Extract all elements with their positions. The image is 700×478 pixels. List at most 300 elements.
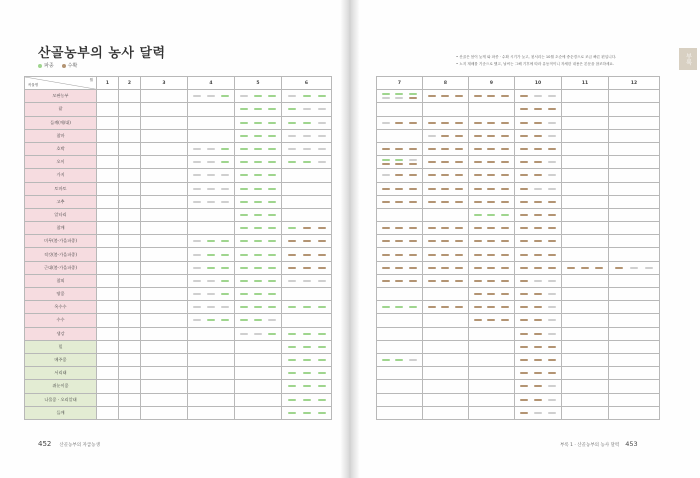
schedule-bars xyxy=(379,196,420,208)
harvest-mark xyxy=(409,240,417,242)
harvest-mark xyxy=(501,174,509,176)
harvest-mark xyxy=(382,227,390,229)
month-cell xyxy=(119,195,141,208)
schedule-bars xyxy=(517,394,559,406)
month-cell xyxy=(609,195,660,208)
harvest-mark xyxy=(455,280,463,282)
month-cell xyxy=(469,261,515,274)
harvest-mark xyxy=(520,188,528,190)
growing-mark xyxy=(207,161,215,163)
month-cell xyxy=(97,367,119,380)
harvest-mark xyxy=(382,280,390,282)
sowing-mark xyxy=(474,214,482,216)
month-cell xyxy=(423,116,469,129)
harvest-mark xyxy=(395,174,403,176)
sowing-mark xyxy=(318,306,326,308)
growing-mark xyxy=(207,174,215,176)
harvest-mark xyxy=(474,319,482,321)
harvest-mark xyxy=(548,240,556,242)
harvest-mark xyxy=(501,280,509,282)
crop-row xyxy=(25,169,332,182)
schedule-bar-row xyxy=(284,254,329,256)
schedule-bar-row xyxy=(517,412,559,414)
schedule-bars xyxy=(425,262,466,274)
book-title: 산골농부의 자급농생 xyxy=(59,443,100,448)
harvest-mark xyxy=(501,240,509,242)
month-cell xyxy=(562,90,609,103)
sowing-mark xyxy=(254,135,262,137)
harvest-mark xyxy=(487,254,495,256)
crop-row xyxy=(377,406,660,419)
growing-mark xyxy=(548,188,556,190)
schedule-bar-row xyxy=(190,240,232,242)
month-cell xyxy=(609,314,660,327)
harvest-mark xyxy=(428,174,436,176)
harvest-mark xyxy=(288,254,296,256)
schedule-bar-row xyxy=(190,280,232,282)
sowing-mark xyxy=(268,267,276,269)
schedule-bar-row xyxy=(379,280,420,282)
harvest-mark xyxy=(455,227,463,229)
sowing-mark xyxy=(318,372,326,374)
harvest-mark xyxy=(474,240,482,242)
sowing-mark xyxy=(240,135,248,137)
schedule-bars xyxy=(425,117,466,129)
schedule-bars xyxy=(425,248,466,260)
month-header: 3 xyxy=(141,77,188,90)
crop-row xyxy=(377,380,660,393)
sowing-mark xyxy=(382,159,390,161)
sowing-mark xyxy=(254,95,262,97)
sowing-mark xyxy=(254,306,262,308)
schedule-bar-row xyxy=(564,267,606,269)
month-cell xyxy=(562,156,609,169)
harvest-mark xyxy=(487,201,495,203)
harvest-mark xyxy=(595,267,603,269)
harvest-mark xyxy=(520,280,528,282)
sowing-mark xyxy=(318,346,326,348)
schedule-bars xyxy=(379,90,420,102)
month-header: 1 xyxy=(97,77,119,90)
harvest-mark xyxy=(501,148,509,150)
growing-mark xyxy=(548,333,556,335)
month-cell xyxy=(282,103,332,116)
harvest-mark xyxy=(428,95,436,97)
month-cell xyxy=(562,314,609,327)
schedule-bar-row xyxy=(425,148,466,150)
schedule-bars xyxy=(517,90,559,102)
month-cell xyxy=(377,367,423,380)
growing-mark xyxy=(254,333,262,335)
schedule-bars xyxy=(517,209,559,221)
schedule-bars xyxy=(425,169,466,181)
schedule-bars xyxy=(237,103,279,115)
harvest-mark xyxy=(455,161,463,163)
schedule-bar-row xyxy=(425,188,466,190)
month-cell xyxy=(97,208,119,221)
month-cell xyxy=(377,129,423,142)
harvest-mark xyxy=(382,163,390,165)
schedule-bar-row xyxy=(379,148,420,150)
month-cell xyxy=(423,367,469,380)
harvest-mark xyxy=(501,306,509,308)
schedule-bar-row xyxy=(471,240,512,242)
month-cell xyxy=(119,327,141,340)
schedule-bars xyxy=(471,248,512,260)
schedule-bars xyxy=(379,222,420,234)
crop-row xyxy=(377,340,660,353)
month-cell xyxy=(188,169,235,182)
month-cell xyxy=(188,248,235,261)
crop-row xyxy=(377,327,660,340)
schedule-bars xyxy=(425,222,466,234)
crop-name: 가지 xyxy=(25,169,97,182)
schedule-bars xyxy=(517,130,559,142)
crop-name: 참깨 xyxy=(25,222,97,235)
sowing-mark xyxy=(254,267,262,269)
schedule-bar-row xyxy=(425,201,466,203)
schedule-bar-row xyxy=(517,267,559,269)
page-title: 산골농부의 농사 달력 xyxy=(38,46,166,61)
month-cell xyxy=(609,142,660,155)
harvest-mark xyxy=(395,280,403,282)
month-cell xyxy=(188,367,235,380)
harvest-mark xyxy=(534,240,542,242)
month-cell xyxy=(119,222,141,235)
month-header: 6 xyxy=(282,77,332,90)
month-cell xyxy=(377,103,423,116)
month-cell xyxy=(188,195,235,208)
month-cell xyxy=(188,103,235,116)
month-cell xyxy=(141,129,188,142)
month-cell xyxy=(119,90,141,103)
harvest-mark xyxy=(428,201,436,203)
month-cell xyxy=(188,129,235,142)
schedule-bar-row xyxy=(237,174,279,176)
schedule-bars xyxy=(284,156,329,168)
harvest-mark xyxy=(520,372,528,374)
harvest-mark xyxy=(428,122,436,124)
month-cell xyxy=(141,327,188,340)
harvest-mark xyxy=(395,201,403,203)
month-cell xyxy=(609,248,660,261)
sowing-mark xyxy=(288,227,296,229)
growing-mark xyxy=(382,97,390,99)
month-cell xyxy=(119,235,141,248)
month-cell xyxy=(377,142,423,155)
schedule-bar-row xyxy=(471,306,512,308)
month-cell xyxy=(235,222,282,235)
sowing-mark xyxy=(268,333,276,335)
sowing-mark xyxy=(268,214,276,216)
harvest-mark xyxy=(520,108,528,110)
month-cell xyxy=(515,380,562,393)
month-cell xyxy=(562,353,609,366)
crop-name: 모판농부 xyxy=(25,90,97,103)
month-header: 11 xyxy=(562,77,609,90)
crop-row xyxy=(25,235,332,248)
schedule-bars xyxy=(471,314,512,326)
month-cell xyxy=(119,393,141,406)
month-cell xyxy=(423,248,469,261)
month-cell xyxy=(423,261,469,274)
schedule-bars xyxy=(190,248,232,260)
sowing-mark xyxy=(240,227,248,229)
sowing-mark xyxy=(240,293,248,295)
harvest-mark xyxy=(501,135,509,137)
calendar-table-left xyxy=(24,76,332,420)
schedule-bar-row xyxy=(190,254,232,256)
harvest-mark xyxy=(534,359,542,361)
sowing-mark xyxy=(254,319,262,321)
sowing-mark xyxy=(318,385,326,387)
harvest-mark xyxy=(548,372,556,374)
schedule-bars xyxy=(284,130,329,142)
month-cell xyxy=(188,353,235,366)
month-cell xyxy=(188,327,235,340)
month-cell xyxy=(97,406,119,419)
month-cell xyxy=(282,90,332,103)
month-cell xyxy=(562,380,609,393)
month-cell xyxy=(609,156,660,169)
crop-name: 쥐눈이콩 xyxy=(25,380,97,393)
notes xyxy=(456,54,666,67)
harvest-mark xyxy=(501,161,509,163)
growing-mark xyxy=(193,319,201,321)
harvest-mark xyxy=(395,254,403,256)
schedule-bars xyxy=(190,143,232,155)
month-cell xyxy=(377,235,423,248)
sowing-mark xyxy=(382,359,390,361)
sowing-mark xyxy=(240,319,248,321)
harvest-mark xyxy=(455,135,463,137)
month-cell xyxy=(609,301,660,314)
schedule-bars xyxy=(190,235,232,247)
schedule-bar-row xyxy=(517,293,559,295)
schedule-bars xyxy=(471,90,512,102)
schedule-bar-row xyxy=(190,319,232,321)
schedule-bar-row xyxy=(284,148,329,150)
harvest-mark xyxy=(409,163,417,165)
page-number: 452 xyxy=(38,440,52,448)
sowing-mark xyxy=(303,306,311,308)
growing-mark xyxy=(193,201,201,203)
harvest-mark xyxy=(520,293,528,295)
month-cell xyxy=(423,222,469,235)
month-header: 10 xyxy=(515,77,562,90)
growing-mark xyxy=(193,188,201,190)
crop-row xyxy=(377,182,660,195)
sowing-mark xyxy=(288,372,296,374)
month-cell xyxy=(562,222,609,235)
schedule-bar-row xyxy=(425,240,466,242)
month-cell xyxy=(282,169,332,182)
schedule-bar-row xyxy=(425,161,466,163)
harvest-mark xyxy=(487,174,495,176)
month-cell xyxy=(235,142,282,155)
crop-row xyxy=(377,274,660,287)
month-cell xyxy=(235,288,282,301)
month-cell xyxy=(609,90,660,103)
harvest-mark xyxy=(534,372,542,374)
month-cell xyxy=(141,235,188,248)
month-cell xyxy=(515,340,562,353)
schedule-bar-row xyxy=(379,122,420,124)
schedule-bar-row xyxy=(237,240,279,242)
schedule-bars xyxy=(190,90,232,102)
crop-name: 생강 xyxy=(25,327,97,340)
harvest-mark xyxy=(520,319,528,321)
schedule-bar-row xyxy=(237,122,279,124)
schedule-bars xyxy=(517,235,559,247)
schedule-bars xyxy=(471,130,512,142)
sowing-mark xyxy=(288,122,296,124)
schedule-bars xyxy=(517,275,559,287)
harvest-mark xyxy=(534,174,542,176)
sowing-mark xyxy=(254,148,262,150)
schedule-bars xyxy=(425,301,466,313)
schedule-bars xyxy=(517,196,559,208)
schedule-bars xyxy=(517,169,559,181)
month-cell xyxy=(377,261,423,274)
schedule-bar-row xyxy=(379,254,420,256)
month-cell xyxy=(141,142,188,155)
growing-mark xyxy=(534,95,542,97)
harvest-mark xyxy=(441,201,449,203)
schedule-bar-row xyxy=(190,201,232,203)
legend-harvest-label: 수확 xyxy=(67,63,78,69)
harvest-mark xyxy=(501,122,509,124)
schedule-bars xyxy=(284,275,329,287)
schedule-bar-row xyxy=(284,135,329,137)
growing-mark xyxy=(318,161,326,163)
harvest-mark xyxy=(548,214,556,216)
sowing-mark xyxy=(382,93,390,95)
month-cell xyxy=(188,314,235,327)
month-cell xyxy=(469,235,515,248)
month-cell xyxy=(119,103,141,116)
growing-mark xyxy=(240,95,248,97)
schedule-bars xyxy=(237,275,279,287)
month-cell xyxy=(235,393,282,406)
harvest-mark xyxy=(474,174,482,176)
harvest-mark xyxy=(487,161,495,163)
month-cell xyxy=(188,340,235,353)
sowing-mark xyxy=(303,385,311,387)
growing-mark xyxy=(548,399,556,401)
schedule-bar-row xyxy=(284,161,329,163)
month-cell xyxy=(188,235,235,248)
month-header-row xyxy=(25,77,332,90)
month-cell xyxy=(119,380,141,393)
schedule-bar-row xyxy=(471,280,512,282)
month-cell xyxy=(377,340,423,353)
month-cell xyxy=(119,314,141,327)
month-cell xyxy=(119,340,141,353)
schedule-bars xyxy=(190,262,232,274)
sowing-mark xyxy=(254,227,262,229)
harvest-mark xyxy=(395,227,403,229)
schedule-bar-row xyxy=(379,359,420,361)
schedule-bar-row xyxy=(237,319,279,321)
crop-name: 나물콩 · 오리알태 xyxy=(25,393,97,406)
sowing-mark xyxy=(240,174,248,176)
schedule-bars xyxy=(517,407,559,419)
schedule-bar-row xyxy=(190,188,232,190)
month-cell xyxy=(282,182,332,195)
harvest-mark xyxy=(487,267,495,269)
schedule-bars xyxy=(517,262,559,274)
schedule-bars xyxy=(284,222,329,234)
month-cell xyxy=(609,182,660,195)
growing-mark xyxy=(534,412,542,414)
schedule-bar-row xyxy=(471,293,512,295)
month-cell xyxy=(469,195,515,208)
schedule-bar-row xyxy=(425,280,466,282)
sowing-mark xyxy=(318,399,326,401)
schedule-bar-row xyxy=(237,267,279,269)
harvest-mark xyxy=(474,267,482,269)
sowing-mark xyxy=(207,240,215,242)
month-cell xyxy=(423,195,469,208)
sowing-mark xyxy=(303,333,311,335)
month-cell xyxy=(377,314,423,327)
month-cell xyxy=(469,314,515,327)
month-cell xyxy=(609,288,660,301)
schedule-bars xyxy=(237,314,279,326)
sowing-mark xyxy=(254,254,262,256)
schedule-bars xyxy=(517,314,559,326)
harvest-mark xyxy=(409,174,417,176)
month-cell xyxy=(423,103,469,116)
month-cell xyxy=(562,301,609,314)
month-cell xyxy=(609,340,660,353)
crop-name: 팥 xyxy=(25,103,97,116)
harvest-mark xyxy=(548,254,556,256)
crop-row xyxy=(25,288,332,301)
month-cell xyxy=(423,327,469,340)
growing-mark xyxy=(221,188,229,190)
crop-row xyxy=(25,156,332,169)
harvest-mark xyxy=(395,188,403,190)
month-header: 7 xyxy=(377,77,423,90)
month-cell xyxy=(188,156,235,169)
month-cell xyxy=(282,142,332,155)
growing-mark xyxy=(318,135,326,137)
schedule-bars xyxy=(237,235,279,247)
sowing-mark xyxy=(288,412,296,414)
crop-name: 오이 xyxy=(25,156,97,169)
month-cell xyxy=(609,274,660,287)
crop-name: 참마 xyxy=(25,129,97,142)
harvest-mark xyxy=(520,399,528,401)
growing-mark xyxy=(548,293,556,295)
month-cell xyxy=(188,380,235,393)
schedule-bars xyxy=(471,169,512,181)
month-cell xyxy=(469,222,515,235)
harvest-mark xyxy=(501,201,509,203)
harvest-mark xyxy=(441,95,449,97)
month-cell xyxy=(188,274,235,287)
crop-row xyxy=(377,142,660,155)
schedule-bars xyxy=(284,90,329,102)
crop-row xyxy=(377,235,660,248)
growing-mark xyxy=(193,280,201,282)
month-cell xyxy=(377,248,423,261)
month-cell xyxy=(235,195,282,208)
sowing-mark xyxy=(303,346,311,348)
crop-row xyxy=(25,129,332,142)
